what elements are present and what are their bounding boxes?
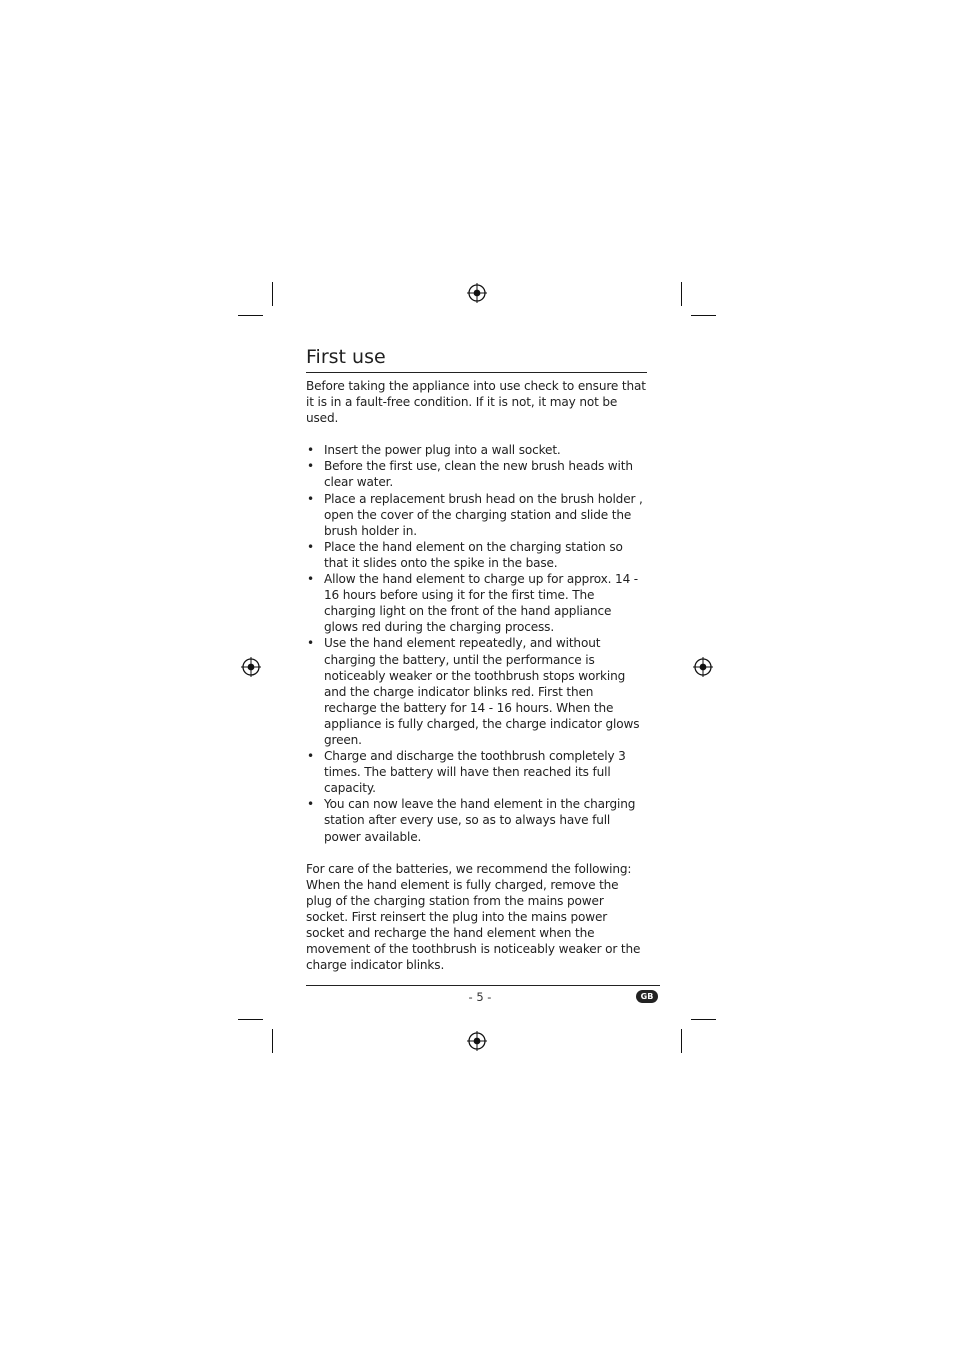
crop-mark-top-left-horizontal [238, 315, 263, 316]
crop-mark-bottom-left-vertical [272, 1029, 273, 1053]
bullet-icon: • [307, 443, 314, 458]
bullet-icon: • [307, 539, 314, 554]
bullet-icon: • [307, 491, 314, 506]
list-item [306, 796, 647, 844]
crop-mark-top-left-vertical [272, 282, 273, 306]
registration-mark-top-icon [467, 283, 487, 303]
list-item-text: Use the hand element repeatedly, and without charging the battery, until the performance is noticeably weaker or the toothbrush stops working and the charge indicator blinks red. First then recharge the battery for 14 - 16 hours. When the appliance is fully charged, the charge indicator glows green. [324, 636, 640, 747]
registration-mark-bottom-icon [467, 1031, 487, 1051]
bullet-icon: • [307, 572, 314, 587]
list-item-text: You can now leave the hand element in the charging station after every use, so as to always have full power available. [324, 797, 636, 844]
list-item [306, 442, 647, 458]
crop-mark-top-right-vertical [681, 282, 682, 306]
list-item-text: Place the hand element on the charging station so that it slides onto the spike in the base. [324, 539, 623, 570]
bullet-icon: • [307, 749, 314, 764]
intro-paragraph: Before taking the appliance into use check to ensure that it is in a fault-free condition. If it is not, it may not be used. [306, 379, 646, 426]
list-item-text: Before the first use, clean the new brush heads with clear water. [324, 459, 633, 490]
battery-care-paragraph: For care of the batteries, we recommend the following: When the hand element is fully charged, remove the plug of the charging station from the mains power socket. First reinsert the plug into the mains power socket and recharge the hand element when the movement of the toothbrush is noticeably weaker or the charge indicator blinks. [306, 861, 641, 973]
list-item [306, 458, 647, 490]
bullet-icon: • [307, 636, 314, 651]
crop-mark-top-right-horizontal [691, 315, 716, 316]
language-badge: GB [636, 990, 658, 1003]
list-item [306, 539, 647, 571]
registration-mark-right-icon [693, 657, 713, 677]
crop-mark-bottom-left-horizontal [238, 1019, 263, 1020]
bullet-icon: • [307, 459, 314, 474]
list-item [306, 635, 647, 748]
footer-divider [306, 985, 660, 986]
page-number: - 5 - [468, 990, 492, 1004]
bullet-icon: • [307, 797, 314, 812]
list-item [306, 491, 647, 539]
list-item-text: Charge and discharge the toothbrush completely 3 times. The battery will have then reached its full capacity. [324, 749, 626, 796]
instruction-list [306, 442, 647, 844]
page-content [306, 344, 647, 973]
list-item [306, 748, 647, 796]
list-item [306, 571, 647, 635]
list-item-text: Place a replacement brush head on the brush holder , open the cover of the charging station and slide the brush holder in. [324, 491, 643, 538]
list-item-text: Insert the power plug into a wall socket. [324, 443, 561, 458]
registration-mark-left-icon [241, 657, 261, 677]
crop-mark-bottom-right-vertical [681, 1029, 682, 1053]
list-item-text: Allow the hand element to charge up for approx. 14 - 16 hours before using it for the first time. The charging light on the front of the hand appliance glows red during the charging process. [324, 572, 639, 635]
crop-mark-bottom-right-horizontal [691, 1019, 716, 1020]
section-title: First use [306, 344, 647, 373]
